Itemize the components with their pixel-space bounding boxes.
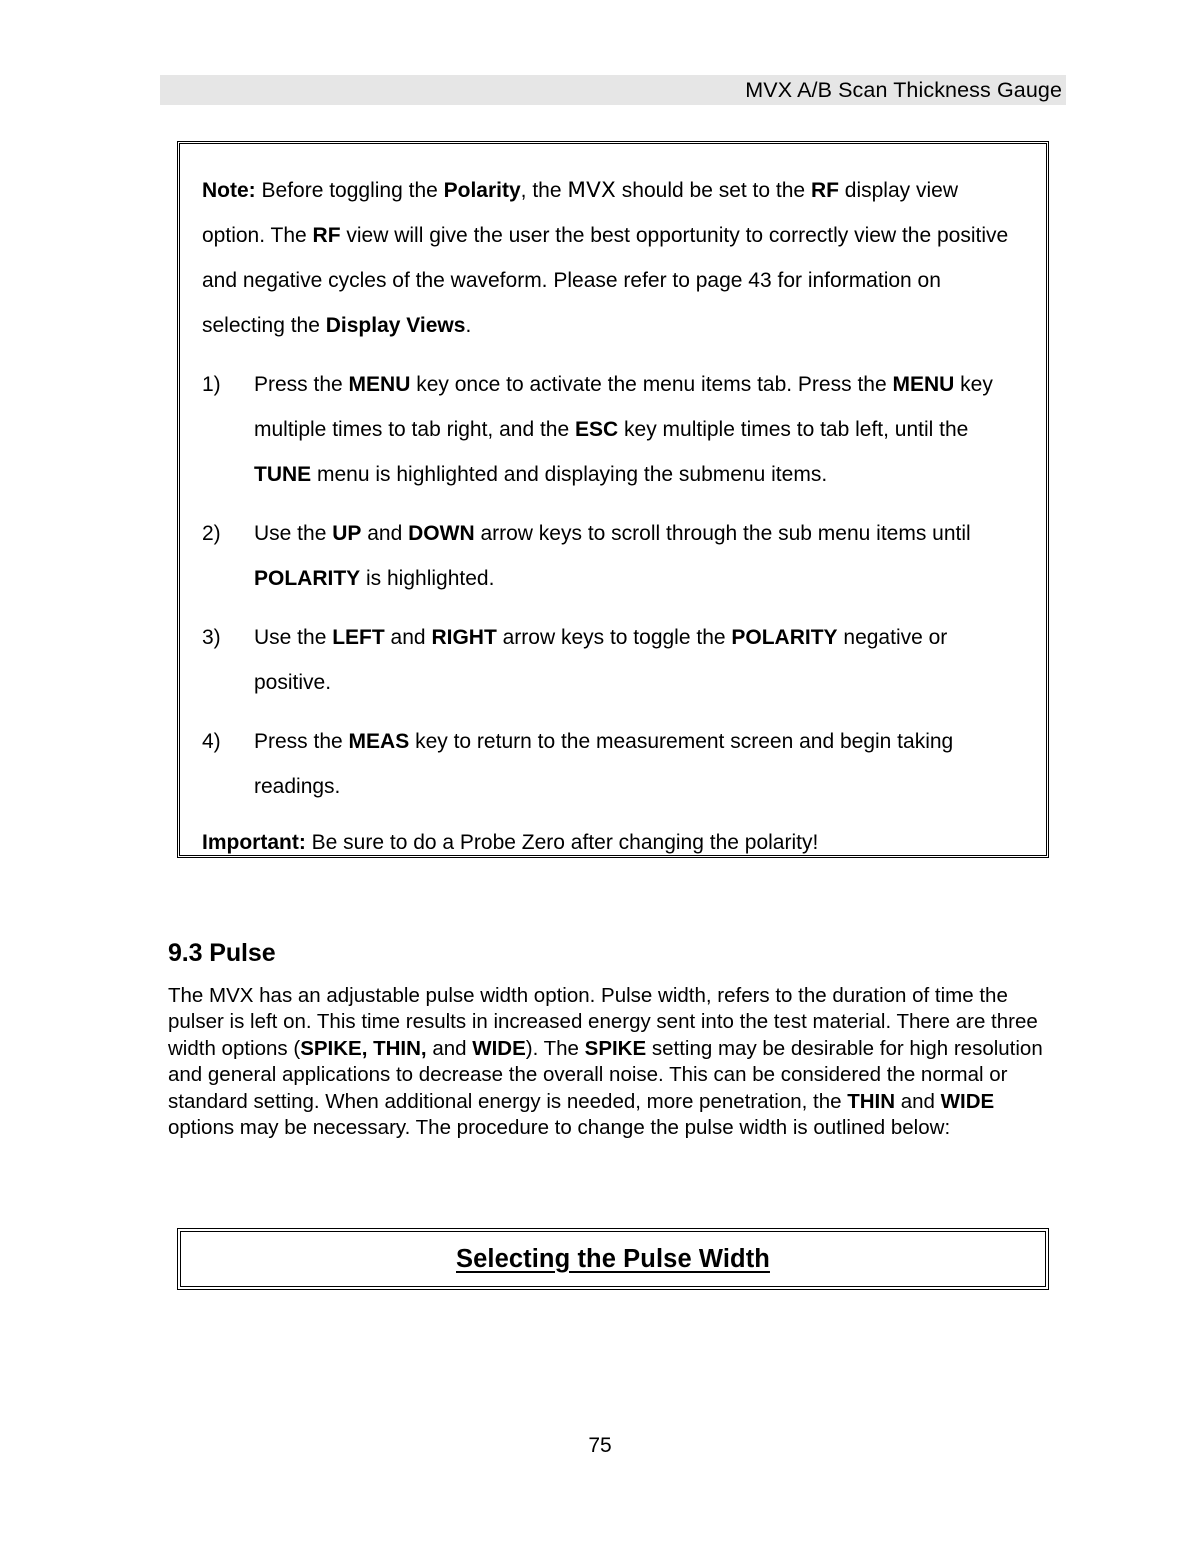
- note-box-content: [180, 144, 1046, 873]
- step-marker: 1): [202, 373, 221, 396]
- text-run-2: key once to activate the menu items tab. Press the: [410, 373, 893, 396]
- text-run-3: MENU: [892, 373, 955, 396]
- text-run-5: POLARITY: [254, 567, 361, 590]
- text-run-0: Use the: [254, 522, 333, 545]
- note-text-5: view will give the user the best opportunity to correctly view the positive and negative cycles of the waveform. Please refer to page 43 for information on selecting the: [202, 224, 1009, 337]
- text-run-3: RIGHT: [431, 626, 497, 649]
- note-label: Note:: [202, 179, 256, 202]
- step-text: [254, 730, 953, 798]
- text-run-2: and: [384, 626, 432, 649]
- note-text-6: .: [465, 314, 472, 337]
- note-paragraph: [202, 168, 1020, 348]
- section-heading-9-3: 9.3 Pulse: [168, 938, 276, 967]
- procedure-step-3: [202, 615, 1020, 705]
- important-paragraph: [202, 823, 1020, 863]
- step-text: [254, 373, 993, 486]
- important-text: Be sure to do a Probe Zero after changing the polarity!: [305, 831, 819, 854]
- text-run-3: WIDE: [472, 1036, 526, 1060]
- note-text-2: , the: [520, 179, 568, 202]
- text-run-6: negative or positive.: [254, 626, 948, 694]
- procedure-step-2: [202, 511, 1020, 601]
- text-run-1: LEFT: [332, 626, 385, 649]
- text-run-1: SPIKE, THIN,: [300, 1036, 427, 1060]
- procedure-title-text: Selecting the Pulse Width: [456, 1244, 770, 1273]
- text-run-1: MEAS: [348, 730, 410, 753]
- step-text: [254, 522, 971, 590]
- text-run-0: Use the: [254, 626, 333, 649]
- text-run-4: key multiple times to tab right, and the: [254, 373, 993, 441]
- note-bold-rf-1: RF: [810, 179, 839, 202]
- important-label: Important:: [202, 831, 306, 854]
- text-run-8: menu is highlighted and displaying the submenu items.: [311, 463, 828, 486]
- text-run-0: Press the: [254, 373, 349, 396]
- note-text-3: should be set to the: [615, 179, 811, 202]
- text-run-2: and: [361, 522, 409, 545]
- text-run-0: The MVX has an adjustable pulse width option. Pulse width, refers to the duration of time the pulser is left on. This time results in increased energy sent into the test material. There are three width options (: [168, 983, 1038, 1060]
- text-run-1: UP: [332, 522, 362, 545]
- text-run-4: arrow keys to scroll through the sub menu items until: [474, 522, 971, 545]
- text-run-8: and: [895, 1089, 941, 1113]
- text-run-1: MENU: [348, 373, 411, 396]
- text-run-9: WIDE: [940, 1089, 995, 1113]
- note-mvx-word: MVX: [567, 178, 616, 203]
- step-marker: 3): [202, 626, 221, 649]
- text-run-5: POLARITY: [731, 626, 838, 649]
- note-procedure-box: [177, 141, 1049, 858]
- note-bold-polarity: Polarity: [443, 179, 521, 202]
- text-run-2: and: [426, 1036, 473, 1060]
- text-run-5: ESC: [575, 418, 619, 441]
- text-run-6: setting may be desirable for high resolution and general applications to decrease the overall noise. This can be considered the normal or standard setting. When additional energy is needed, more penetration, the: [168, 1036, 1043, 1113]
- procedure-title-box: [177, 1228, 1049, 1290]
- procedure-step-1: [202, 362, 1020, 497]
- section-body-text: [168, 983, 1054, 1143]
- text-run-7: TUNE: [254, 463, 312, 486]
- text-run-6: is highlighted.: [360, 567, 495, 590]
- note-text-1: Before toggling the: [255, 179, 444, 202]
- page-number: 75: [588, 1434, 612, 1457]
- text-run-7: THIN: [847, 1089, 896, 1113]
- header-title: MVX A/B Scan Thickness Gauge: [745, 77, 1062, 102]
- text-run-10: options may be necessary. The procedure to change the pulse width is outlined below:: [168, 1116, 951, 1140]
- step-marker: 2): [202, 522, 221, 545]
- procedure-steps-list: [202, 362, 1020, 809]
- text-run-4: arrow keys to toggle the: [496, 626, 732, 649]
- step-text: [254, 626, 947, 694]
- text-run-5: SPIKE: [584, 1036, 647, 1060]
- text-run-4: ). The: [525, 1036, 585, 1060]
- note-bold-display-views: Display Views: [325, 314, 466, 337]
- note-bold-rf-2: RF: [312, 224, 341, 247]
- text-run-3: DOWN: [408, 522, 475, 545]
- step-marker: 4): [202, 730, 221, 753]
- text-run-2: key to return to the measurement screen and begin taking readings.: [254, 730, 954, 798]
- text-run-6: key multiple times to tab left, until the: [618, 418, 969, 441]
- running-header: [160, 75, 1066, 105]
- procedure-step-4: [202, 719, 1020, 809]
- note-text-4: display view option. The: [202, 179, 958, 247]
- text-run-0: Press the: [254, 730, 349, 753]
